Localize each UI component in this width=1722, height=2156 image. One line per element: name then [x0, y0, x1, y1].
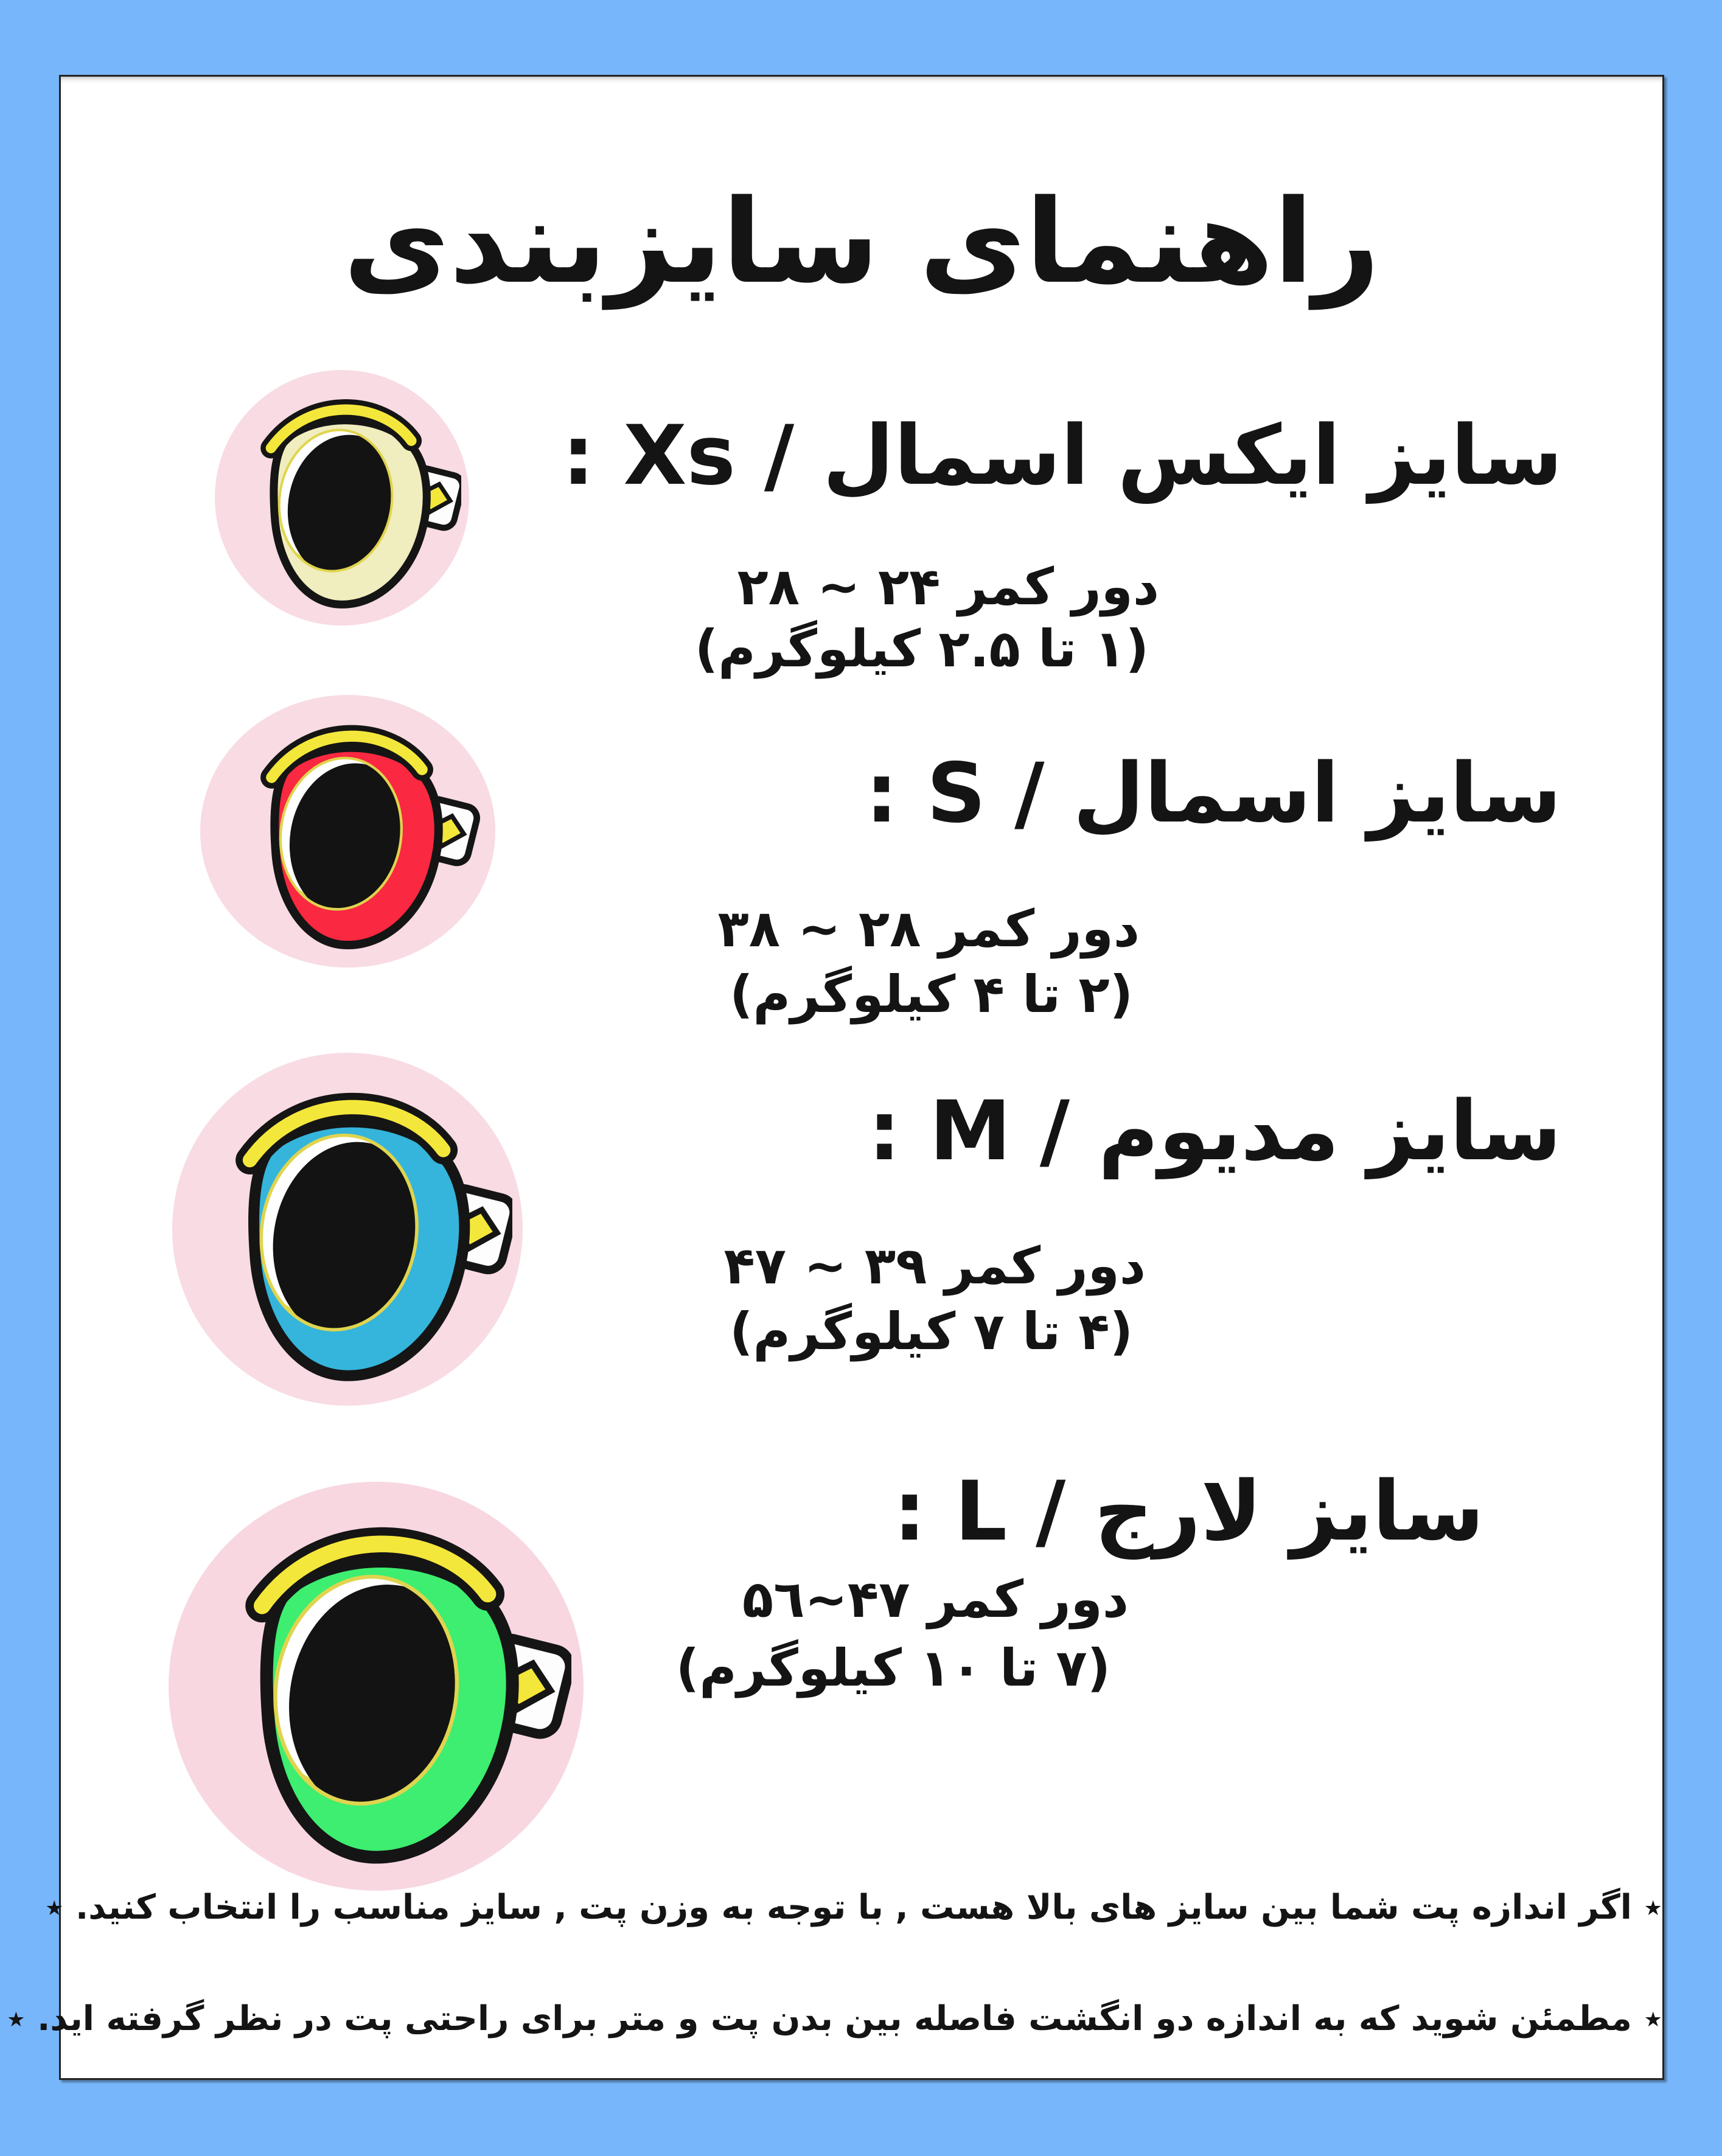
size-circle-s: [200, 695, 495, 968]
content-panel: [7, 75, 1664, 2080]
size-circle-xs: [215, 370, 469, 626]
size-circle-m: [172, 1053, 523, 1406]
waist-range-s: دور کمر ۲۸ ~ ۳۸: [717, 899, 1140, 958]
waist-range-xs: دور کمر ۲۴ ~ ۲۸: [737, 557, 1159, 616]
size-heading-s: سایز اسمال / S :: [865, 745, 1561, 841]
weight-range-l: (۷ تا ۱۰ کیلوگرم): [675, 1638, 1110, 1698]
harness-s-icon: [203, 703, 487, 965]
size-heading-l: سایز لارج / L :: [893, 1463, 1484, 1559]
harness-l-icon: [173, 1494, 571, 1886]
weight-range-m: (۴ تا ۷ کیلوگرم): [730, 1302, 1133, 1361]
note-two-fingers-gap: ٭ مطمئن شوید که به اندازه دو انگشت فاصله بین بدن پت و متر برای راحتی پت در نظر گرفته اید. ٭: [7, 1999, 1662, 2039]
harness-xs-icon: [217, 378, 461, 623]
harness-m-icon: [176, 1063, 512, 1402]
waist-range-m: دور کمر ۳۹ ~ ۴۷: [723, 1236, 1146, 1296]
size-circle-l: [169, 1482, 584, 1891]
weight-range-s: (۲ تا ۴ کیلوگرم): [730, 965, 1133, 1024]
note-between-sizes: ٭ اگر اندازه پت شما بین سایز های بالا هست , با توجه به وزن پت , سایز مناسب را انتخاب کنید. ٭: [45, 1888, 1662, 1927]
size-heading-xs: سایز ایکس اسمال / Xs :: [562, 408, 1563, 503]
waist-range-l: دور کمر ۴۷~۵٦: [742, 1569, 1129, 1629]
weight-range-xs: (۱ تا ۲.۵ کیلوگرم): [694, 619, 1149, 679]
size-heading-m: سایز مدیوم / M :: [868, 1083, 1561, 1179]
page-title: راهنمای سایزبندی: [343, 175, 1380, 309]
